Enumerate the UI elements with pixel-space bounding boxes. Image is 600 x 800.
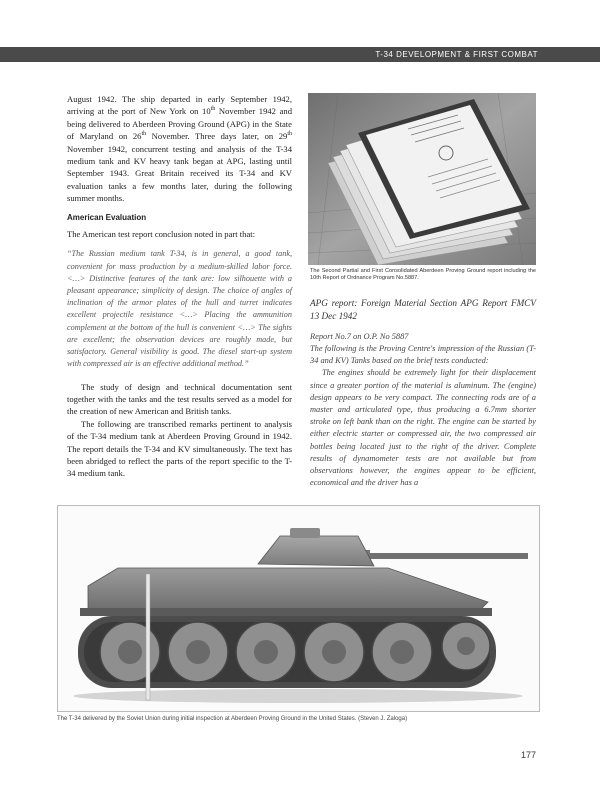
apg-report-title: APG report: Foreign Material Section APG Report FMCV 13 Dec 1942 [310, 297, 536, 321]
left-column [67, 93, 292, 480]
engine-remarks: The engines should be extremely light for their displacement since a greater portion of the material is aluminum. The (engine) design appears to be very compact. The connecting rods are of a master and articulated type, thus producing a 6.7mm shorter stroke on left bank than on the right. The engine can be started by either electric starter or compressed air, the two compressed air bottles being located just to the right of the driver. Complete results of dynamometer tests are not available but from observations however, the engines appear to be efficient, economical and the driver has a [310, 368, 536, 488]
tank-photo-caption: The T-34 delivered by the Soviet Union during initial inspection at Aberdeen Proving Ground in the United States. (Steven J. Zaloga) [57, 716, 408, 722]
running-head [0, 0, 600, 62]
report-conclusion-intro: The American test report conclusion noted in part that: [67, 229, 256, 240]
transcribed-remarks-paragraph: The following are transcribed remarks pertinent to analysis of the T-34 medium tank at Aberdeen Proving Ground in 1942. The report details the T-34 and KV simultaneously. The text has been abridged to reflect the parts of the report specific to the T-34 medium tank. [67, 418, 292, 479]
report-conclusion-quote: “The Russian medium tank T-34, is in general, a good tank, convenient for mass production by a medium-skilled labor force. <…> Distinctive features of the tank are: low silhouette with a pleasant appearance; simplicity of design. The choice of angles of inclination of the armor plates of the hull and turret indicates excellent projectile resistance <…> Placing the ammunition complement at the bottom of the hull is convenient <…> The sights are excellent; the observation devices are roughly made, but satisfactory. General visibility is good. The diesel start-up system with compressed air is an effective additional method.” [67, 249, 292, 369]
report-intro: The following is the Proving Centre's impression of the Russian (T-34 and KV) Tanks based on the brief tests conducted: [310, 344, 536, 366]
documents-photo [308, 93, 536, 265]
documents-photo-image [308, 93, 536, 265]
running-head-title: T-34 DEVELOPMENT & FIRST COMBAT [375, 50, 538, 59]
study-paragraph: The study of design and technical documentation sent together with the tanks and the test results served as a model for the creation of new American and British tanks. [67, 381, 292, 417]
intro-paragraph: August 1942. The ship departed in early September 1942, arriving at the port of New York on 10th November 1942 and being delivered to Aberdeen Proving Ground (APG) in the State of Maryland on 26th November. Three days later, on 29th November 1942, concurrent testing and analysis of the T-34 medium tank and KV heavy tank began at APG, lasting until September 1943. Great Britain received its T-34 and KV evaluation tanks a few months later, during the following summer months. [67, 94, 293, 204]
tank-photo [57, 505, 540, 712]
right-column [310, 268, 536, 489]
t34-tank-illustration [58, 506, 539, 711]
page-number: 177 [520, 750, 536, 760]
report-number: Report No.7 on O.P. No 5887 [310, 331, 409, 341]
section-subheading: American Evaluation [67, 212, 147, 222]
documents-photo-caption: The Second Partial and First Consolidated Aberdeen Proving Ground report including the 10th Report of Ordnance Program No.5887. [310, 268, 536, 282]
